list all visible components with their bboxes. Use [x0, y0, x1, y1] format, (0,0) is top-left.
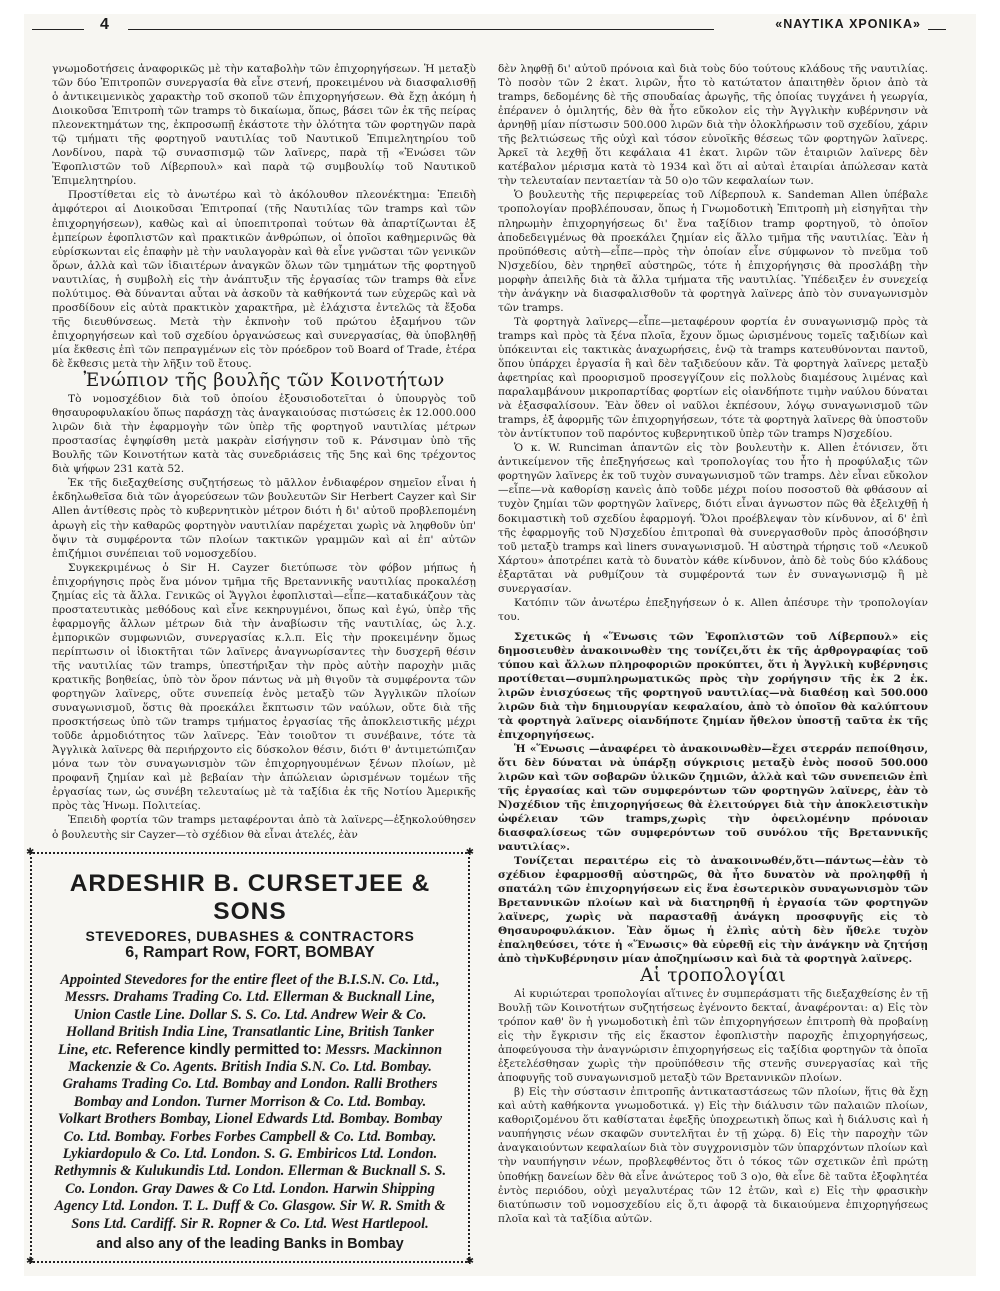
header-rule-middle: [128, 29, 714, 30]
article-paragraph: Τὸ νομοσχέδιον διὰ τοῦ ὁποίου ἐξουσιοδοτεῖται ὁ ὑπουργὸς τοῦ θησαυροφυλακίου ὅπως παράσχῃ τὰς ἀναγκαιούσας πιστώσεις ἐκ 12.000.000 λιρῶν διὰ τὴν ἐφαρμογὴν τῶν ὑπὲρ τῆς φορτηγοῦ ναυτιλίας μέτρων προστασίας ἐψηφίσθη μετὰ μακρὰν εἰσήγησιν τοῦ κ. Ράνσιμαν ὑπὸ τῆς Βουλῆς τῶν Κοινοτήτων κατὰ τὰς συνεδριάσεις τῆς 5ης καὶ 6ης τρέχοντος διὰ ψήφων 231 κατὰ 52.: [52, 393, 476, 476]
article-paragraph: Ἐκ τῆς διεξαχθείσης συζητήσεως τὸ μᾶλλον ἐνδιαφέρον σημεῖον εἶναι ἡ ἐκδηλωθεῖσα διὰ τῶν ἀγορεύσεων τῶν βουλευτῶν Sir Herbert Cayzer καὶ Sir Allen ἀντίθεσις πρὸς τὸ κυβερνητικὸν μέτρον διότι ἡ δι' αὐτοῦ προβλεπομένη ἀρωγὴ εἰς τὴν καθαρῶς φορτηγὸν ναυτιλίαν παρέχεται χωρὶς νὰ ληφθοῦν ὑπ' ὄψιν τὰ συμφέροντα τῶν πλοίων τακτικῶν γραμμῶν καὶ αἱ ἐπ' αὐτῶν ἐπιζήμιοι συνέπειαι τοῦ νομοσχεδίου.: [52, 477, 476, 560]
article-paragraph: Ὁ κ. W. Runciman ἀπαντῶν εἰς τὸν βουλευτὴν κ. Allen ἐτόνισεν, ὅτι ἀντικείμενον τῆς ἐπεξηγήσεως καὶ τροπολογίας του ἦτο ἡ προφύλαξις τῶν φορτηγῶν λαϊνερς ἐκ τοῦ τυχὸν συναγωνισμοῦ τῶν tramps. Δὲν εἶναι εὔκολον—εἶπε—νὰ καθορίσῃ κανεὶς ἀπὸ τοῦδε μέχρι ποίου ποσοστοῦ θὰ φθάσουν αἱ τυχὸν ζημίαι τῶν φορτηγῶν λαϊνερς, διότι εἶναι ἀγνωστον πῶς θὰ ἐξελιχθῇ ἡ δοκιμαστικὴ τοῦ σχεδίου ἐφαρμογή. Ὅλοι προέβλεψαν τὸν κίνδυνον, αἱ δ' ἐπὶ τῆς ἐφαρμογῆς τοῦ Ν)σχεδίου ἐπιτροπαὶ θὰ συνεργασθοῦν πρὸς ἀποσόβησιν τοῦ μεταξὺ tramps καὶ liners συναγωνισμοῦ. Ἡ αὐστηρὰ τήρησις τοῦ «Λευκοῦ Χάρτου» ἀποτρέπει κατὰ τὸ δυνατὸν κάθε κίνδυνον, ἀπὸ δὲ τοὺς δύο κλάδους ἐξαρτᾶται νὰ ρυθμίζουν τὰ συμφέροντά των ἐν συναγωνισμῷ ἢ μὲ συνεργασίαν.: [498, 442, 928, 595]
article-paragraph: Αἱ κυριώτεραι τροπολογίαι αἵτινες ἐν συμπεράσματι τῆς διεξαχθείσης ἐν τῇ Βουλῇ τῶν Κοινοτήτων συζητήσεως ἐγένοντο δεκταί, ἀναφέρονται: α) Εἰς τὸν τρόπον καθ' ὃν ἡ γνωμοδοτικὴ ἐπὶ τῶν ἐπιχορηγήσεων ἐπιτροπὴ θὰ προβαίνῃ εἰς τὴν ἔγκρισιν τῆς εἰς ἕκαστον ἐφοπλιστὴν παροχῆς ἐπιχορηγήσεως, ἀποφεύγουσα τὴν ἀναγνώρισιν ἐπιχορηγήσεως εἰς ταξίδια φορτηγῶν τὰ ὁποῖα ἐξετελέσθησαν χωρὶς τὴν προϋπόθεσιν τῆς στενῆς συνεργασίας καὶ τῆς ἀποφυγῆς τοῦ συναγωνισμοῦ μεταξὺ τῶν Βρεταννικῶν πλοίων.: [498, 987, 928, 1085]
header-rule-left: [32, 29, 84, 30]
header-rule-right: [928, 29, 946, 30]
ad-address: 6, Rampart Row, FORT, BOMBAY: [125, 944, 375, 961]
ad-reference-label: Reference kindly permitted to:: [115, 1041, 322, 1058]
star-ornament-icon: ✱: [26, 847, 35, 858]
star-ornament-icon: ✱: [465, 847, 474, 858]
ad-references-text: Messrs. Mackinnon Mackenzie & Co. Agents. British India S.N. Co. Ltd. Bombay. Grahams Trading Co. Ltd. Bombay and London. Ralli Brothers Bombay and London. Turner Morrison & Co. Ltd. Bombay. Volkart Brothers Bombay, Lionel Edwards Ltd. Bombay. Bombay Co. Ltd. Bombay. Forbes Forbes Campbell & Co. Ltd. Bombay. Lykiardopulo & Co. Ltd. London. S. G. Embiricos Ltd. London. Rethymnis & Kulukundis Ltd. London. Ellerman & Bucknall S. S. Co. London. Gray Dawes & Co Ltd. London. Harwin Shipping Agency Ltd. London. T. L. Duff & Co. Glasgow. Sir W. R. Smith & Sons Ltd. Cardiff. Sir R. Ropner & Co. Ltd. West Hartlepool.: [53, 1041, 447, 1232]
section-heading-amendments: Αἱ τροπολογίαι: [640, 964, 786, 986]
bold-paragraph: Τονίζεται περαιτέρω εἰς τὸ ἀνακοινωθέν,ὅτι—πάντως—ἐὰν τὸ σχέδιον ἐφαρμοσθῇ αὐστηρῶς, θὰ ἦτο δυνατὸν νὰ προληφθῇ ἡ σπατάλη τῶν ἐπιχορηγήσεων εἰς ἕνα ἐσωτερικὸν συναγωνισμὸν τῶν Βρεταννικῶν πλοίων καὶ νὰ διατηρηθῇ ἡ ἐργασία τῶν φορτηγῶν λαϊνερς, χωρὶς νὰ παρασταθῇ ἀνάγκη προσφυγῆς εἰς τὸ Θησαυροφυλάκιον. Ἐὰν ὅμως ἡ ἐλπὶς αὐτὴ δὲν ἤθελε τυχὸν ἐπαληθεύσει, τότε ἡ «Ἕνωσις» θὰ εὑρεθῇ εἰς τὴν ἀνάγκην νὰ ζητήσῃ ἀπὸ τὴνΚυβέρνησιν μίαν ἀποζημίωσιν καὶ διὰ τὰ φορτηγὰ λαϊνερς.: [498, 854, 928, 965]
right-column: [498, 62, 928, 1226]
advertisement-box: [26, 847, 474, 1267]
article-paragraph: δὲν ληφθῇ δι' αὐτοῦ πρόνοια καὶ διὰ τοὺς δύο τούτους κλάδους τῆς ναυτιλίας. Τὸ ποσὸν τῶν 2 ἑκατ. λιρῶν, ἦτο τὸ κατώτατον ἀπαιτηθὲν ὅριον ἀπὸ τὰ tramps, δεδομένης δὲ τῆς σπουδαίας ἀρωγῆς, τῆς ὁποίας τυγχάνει ἡ γεωργία, ἐπέρανεν ὁ ὁμιλητής, δὲν θὰ ἦτο εὔκολον εἰς τὴν Ἀγγλικὴν κυβέρνησιν νὰ ἀρνηθῇ μίαν πίστωσιν 500.000 λιρῶν διὰ τὴν ὁλοκλήρωσιν τοῦ σχεδίου, χάριν τῆς βελτιώσεως τῆς οὐχὶ καὶ τόσον εὐνοϊκῆς θέσεως τῶν φορτηγῶν λαϊνερς. Ἀρκεῖ τὰ λεχθῇ ὅτι κεφάλαια 41 ἑκατ. λιρῶν τῶν ἑταιριῶν λαϊνερς δὲν κατέβαλον μέρισμα κατὰ τὸ 1934 καὶ ὅτι αἱ αὐταὶ ἑταιρίαι ἀπώλεσαν κατὰ τὴν τελευταίαν πενταετίαν τὰ 50 ο)ο τῶν κεφαλαίων των.: [498, 63, 928, 188]
ad-services: STEVEDORES, DUBASHES & CONTRACTORS: [85, 928, 415, 944]
newspaper-name: «ΝΑΥΤΙΚΑ ΧΡΟΝΙΚΑ»: [775, 17, 921, 31]
article-paragraph: Προστίθεται εἰς τὸ ἀνωτέρω καὶ τὸ ἀκόλουθον πλεονέκτημα: Ἐπειδὴ ἀμφότεροι αἱ Διοικοῦσαι Ἐπιτροπαί (τῆς Ναυτιλίας τῶν tramps καὶ τῶν ἐπιχορηγήσεων), καθὼς καὶ αἱ ὑποεπιτροπαὶ τούτων θὰ ἀπαρτίζωνται ἐξ ἐμπείρων ἐφοπλιστῶν καὶ πρακτικῶν ἀνθρώπων, οἱ ὁποῖοι καθημερινῶς θὰ εὑρίσκωνται εἰς ἐπαφὴν μὲ τὴν ναυλαγορὰν καὶ θὰ εἶνε γνῶσται τῶν γενικῶν ὅρων, ἀλλὰ καὶ τῶν ἰδιαιτέρων ἀναγκῶν ὅλων τῶν τμημάτων τῆς φορτηγοῦ ναυτιλίας, ἡ συμβολὴ εἰς τὴν ἀνάπτυξιν τῆς ἐργασίας τῶν tramps θὰ εἶνε πολύτιμος. Θὰ δύνανται αὗται νὰ ἀσκοῦν τὰ καθήκοντά των εὐχερῶς καὶ νὰ προσδίδουν εἰς αὐτὰ πρακτικὸν χαρακτῆρα, μὲ ἐλάχιστα ἐντελῶς τὰ ἔξοδα τῆς διευθύνσεως. Μετὰ τὴν ἐκπνοὴν τοῦ πρώτου ἑξαμήνου τῶν ἐπιχορηγήσεων καὶ τοῦ σχεδίου ὀργανώσεως καὶ συνεργασίας, θὰ ὑποβληθῇ μία ἔκθεσις ἐπὶ τῶν πεπραγμένων εἰς τὸν πρόεδρον τοῦ Board of Trade, ἑτέρα δὲ ἔκθεσις μετὰ τὴν λῆξιν τοῦ ἔτους.: [52, 189, 476, 370]
star-ornament-icon: ✱: [465, 1256, 474, 1267]
ad-body: [52, 972, 448, 1233]
star-ornament-icon: ✱: [26, 1256, 35, 1267]
ad-footer: and also any of the leading Banks in Bombay: [96, 1236, 404, 1253]
article-paragraph: Ἐπειδὴ φορτία τῶν tramps μεταφέρονται ἀπὸ τὰ λαϊνερς—ἐξηκολούθησεν ὁ βουλευτὴς sir Cayzer—τὸ σχέδιον θὰ εἶναι ἀτελές, ἐὰν: [52, 814, 476, 841]
bold-paragraph: Ἡ «Ἕνωσις —ἀναφέρει τὸ ἀνακοινωθὲν—ἔχει στερράν πεποίθησιν, ὅτι δὲν δύναται νὰ ὑπάρξῃ σύγκρισις μεταξὺ ἑνὸς ποσοῦ 500.000 λιρῶν καὶ τῶν σοβαρῶν ὑλικῶν ζημιῶν, ἀλλὰ καὶ τῶν συνεπειῶν ἐπὶ τῆς ἐργασίας καὶ τῶν συμφερόντων τῶν φορτηγῶν λαϊνερς, ἐὰν τὸ Ν)σχέδιον τῆς ἐπιχορηγήσεως θὰ ἐλειτούργει διὰ τὴν ἀποκλειστικὴν ὠφέλειαν τῶν tramps,χωρὶς τὴν ὀφειλομένην πρόνοιαν διασφαλίσεως τῶν συμφερόντων τοῦ συνόλου τῆς Βρεταννικῆς ναυτιλίας».: [498, 742, 928, 853]
article-paragraph: Τὰ φορτηγὰ λαϊνερς—εἶπε—μεταφέρουν φορτία ἐν συναγωνισμῷ πρὸς τὰ tramps καὶ πρὸς τὰ ξένα πλοῖα, ἔχουν ὅμως ὡρισμένους τομεῖς ταξιδίων καὶ ὑπόκεινται εἰς τακτικὰς ἀναχωρήσεις, ἐνῷ τὰ tramps κατευθύνονται παντοῦ, ὅπου ὑπάρχει ἐργασία ἢ καὶ δὲν ταξιδεύουν κἄν. Τὰ φορτηγὰ λαϊνερς μεταξὺ ἀφετηρίας καὶ προορισμοῦ προσεγγίζουν εἰς πολλοὺς διαμέσους λιμένας καὶ παραλαμβάνουν μικροπαρτίδας φορτίων εἰς οἱανδήποτε τιμὴν ναύλου δύναται νὰ ἐξασφαλίσουν. Ἐὰν ὅθεν οἱ ναῦλοι ἐκπέσουν, λόγῳ συναγωνισμοῦ τῶν tramps, ἐξ ἀφορμῆς τῶν ἐπιχορηγήσεων, τότε τὰ φορτηγὰ λαϊνερς θὰ ὑποστοῦν τὸν ἀντίκτυπον τοῦ παρόντος κυβερνητικοῦ ὑπὲρ τῶν tramps Ν)σχεδίου.: [498, 315, 928, 441]
left-column: [52, 62, 476, 842]
article-paragraph: Κατόπιν τῶν ἀνωτέρω ἐπεξηγήσεων ὁ κ. Allen ἀπέσυρε τὴν τροπολογίαν του.: [498, 596, 928, 623]
section-heading-commons: Ἐνώπιον τῆς βουλῆς τῶν Κοινοτήτων: [83, 370, 445, 392]
article-paragraph: β) Εἰς τὴν σύστασιν ἐπιτροπῆς ἀντικαταστάσεως τῶν πλοίων, ἥτις θὰ ἔχῃ καὶ αὐτὴ καθήκοντα γνωμοδοτικά. γ) Εἰς τὴν διάλυσιν τῶν παλαιῶν πλοίων, καθοριζομένου ὅτι καθίσταται ἐφεξῆς ὑποχρεωτικὴ ὅπως καὶ ἡ διάλυσις καὶ ἡ ναυπήγησις νέων σκαφῶν συντελῆται ἐν τῇ χώρᾳ. δ) Εἰς τὴν παροχὴν τῶν ἀναγκαιούντων κεφαλαίων διὰ τὸν συγχρονισμὸν τῶν ὑπαρχόντων πλοίων καὶ τὴν ναυπήγησιν νέων, προβλεφθέντος ὅτι ὁ τόκος τῶν σχετικῶν ἐπὶ πρώτῃ ὑποθήκῃ δανείων δὲν θὰ εἶνε ἀνώτερος τοῦ 3 ο)ο, θὰ εἶνε δὲ ταῦτα ἐξοφλητέα ἐντὸς περιόδου, οὐχὶ μεγαλυτέρας τῶν 12 ἐτῶν, καὶ ε) Εἰς τὴν φρασικὴν διατύπωσιν τοῦ νομοσχεδίου εἰς ὅ,τι ἀφορᾷ τὰ δικαιούμενα ἐπιχορηγήσεως πλοῖα καὶ τὰ ταξίδια αὐτῶν.: [498, 1086, 928, 1225]
page-number: 4: [100, 16, 109, 33]
article-paragraph: Ὁ βουλευτὴς τῆς περιφερείας τοῦ Λίβερπουλ κ. Sandeman Allen ὑπέβαλε τροπολογίαν προβλέπουσαν, ὅπως ἡ Γνωμοδοτικὴ Ἐπιτροπὴ μὴ εἰσηγῆται τὴν πληρωμὴν ἐπιχορηγήσεως δι' ἕνα ταξίδιον tramp φορτηγοῦ, τὸ ὁποῖον ἀποδεδειγμένως θὰ προεκάλει ζημίαν εἰς ἄλλο τμῆμα τῆς ναυτιλίας. Ἐὰν ἡ προϋπόθεσις αὐτὴ—εἶπε—πρὸς τὴν ὁποίαν εἶνε σύμφωνον τὸ πνεῦμα τοῦ Ν)σχεδίου, δὲν τηρηθεῖ αὐστηρῶς, τότε ἡ ἐπιχορήγησις θὰ προσλάβῃ τὴν μορφὴν ἀπειλῆς διὰ τὰ ἄλλα τμήματα τῆς ναυτιλίας. Ὑπέδειξεν ἐν συνεχείᾳ τὴν ἀνάγκην νὰ διασφαλισθοῦν τὰ φορτηγὰ λαϊνερς ἀπὸ τὸν συναγωνισμὸν τῶν tramps.: [498, 189, 928, 314]
page-header: [24, 14, 949, 38]
ad-appointed-text: Appointed Stevedores for the entire fleet of the B.I.S.N. Co. Ltd., Messrs. Drahams Trading Co. Ltd. Ellerman & Bucknall Line, Union Castle Line. Dollar S. S. Co. Ltd. Andrew Weir & Co. Holland British India Line, Transatlantic Line, British Tanker Line, etc.: [57, 972, 440, 1058]
article-paragraph: γνωμοδοτήσεις ἀναφορικῶς μὲ τὴν καταβολὴν τῶν ἐπιχορηγήσεων. Ἡ μεταξὺ τῶν δύο Ἐπιτροπῶν συνεργασία θὰ εἶνε στενή, προκειμένου νὰ διασφαλισθῇ ὁ ἀντικειμενικὸς χαρακτὴρ τοῦ σκοποῦ τῶν ἐπιχορηγήσεων. Θὰ ἔχῃ ἀκόμη ἡ Διοικοῦσα Ἐπιτροπὴ τῶν tramps τὸ δικαίωμα, ὅπως, βάσει τῶν ἐκ τῆς πείρας πλεονεκτημάτων της, ἐκπροσωπῇ ἑκάστοτε τὴν ὁλότητα τῶν φορτηγῶν παρὰ τῷ τμήματι τῆς φορτηγοῦ ναυτιλίας τοῦ Ναυτικοῦ Ἐπιμελητηρίου τοῦ Λονδίνου, παρὰ τῷ συνασπισμῷ τῶν λαϊνερς, παρὰ τῇ «Ἑνώσει τῶν Ἐφοπλιστῶν τοῦ Λίβερπουλ» καὶ παρὰ τῷ συμβουλίῳ τοῦ Ναυτικοῦ Ἐπιμελητηρίου.: [52, 63, 476, 188]
ad-company-name: ARDESHIR B. CURSETJEE & SONS: [69, 870, 431, 925]
bold-paragraph: Σχετικῶς ἡ «Ἕνωσις τῶν Ἐφοπλιστῶν τοῦ Λίβερπουλ» εἰς δημοσιευθὲν ἀνακοινωθὲν της τονίζει,ὅτι ἐκ τῆς ἀρθρογραφίας τοῦ τύπου καὶ ἄλλων πληροφοριῶν προκύπτει, ὅτι ἡ Ἀγγλικὴ κυβέρνησις προτίθεται—συμπληρωματικῶς πρὸς τὴν χορήγησιν τῆς ἐκ 2 ἑκ. λιρῶν ἐνισχύσεως τῆς φορτηγοῦ ναυτιλίας—νὰ διαθέσῃ καὶ 500.000 λιρῶν διὰ τὴν δημιουργίαν κεφαλαίου, ἀπὸ τὸ ὁποῖον θὰ καλύπτουν τὰ φορτηγὰ λαϊνερς οἱανδήποτε ζημίαν ἤθελον ὑποστῇ ταῦτα ἐκ τῆς ἐπιχορηγήσεως.: [498, 630, 928, 741]
article-paragraph: Συγκεκριμένως ὁ Sir H. Cayzer διετύπωσε τὸν φόβον μήπως ἡ ἐπιχορήγησις πρὸς ἕνα μόνον τμῆμα τῆς Βρεταννικῆς ναυτιλίας προκαλέσῃ ζημίας εἰς τὰ ἄλλα. Γενικῶς οἱ Ἄγγλοι ἐφοπλισταὶ—εἶπε—καταδικάζουν τὰς προστατευτικὰς μεθόδους καὶ εἶνε κεκηρυγμένοι, ὅπως καὶ ἐγώ, ὑπὲρ τῆς ἐφαρμογῆς ἄλλων μέτρων διὰ τὴν ἀναβίωσιν τῆς ναυτιλίας, ὡς λ.χ. ἐμπορικῶν συμφωνιῶν, συνεργασίας κ.λ.π. Εἰς τὴν προκειμένην ὅμως περίπτωσιν οἱ ἰδιοκτῆται τῶν λαϊνερς ἀναγνωρίσαντες τὴν δυσχερῆ θέσιν τῆς ναυτιλίας τῶν tramps, ὑπεστήριξαν τὴν πρὸς αὐτὴν παροχὴν μιᾶς κρατικῆς βοηθείας, ὑπὸ τὸν ὅρον πάντως νὰ μὴ θιγοῦν τὰ συμφέροντα τῶν φορτηγῶν λαϊνερς, οὔτε συνεπείᾳ ἑνὸς μεταξὺ τῶν Ἀγγλικῶν πλοίων συναγωνισμοῦ, ὅστις θὰ προεκάλει ἔκπτωσιν τῶν ναύλων, οὔτε διὰ τῆς προσκτήσεως ὑπὸ τῶν tramps τμήματος ἐργασίας τῆς ἀποκλειστικῆς μέχρι τοῦδε ἁρμοδιότητος τῶν λαϊνερς. Ἐὰν τοιοῦτον τι συνέβαινε, τότε τὰ Ἀγγλικὰ λαϊνερς θὰ περιήρχοντο εἰς δύσκολον θέσιν, διότι θ' ἀντιμετώπιζαν μόνα των τὸν συναγωνισμὸν τῶν ἐπιχορηγουμένων ξένων πλοίων, μὲ προφανῆ ζημίαν καὶ μὲ βεβαίαν τὴν ἀπώλειαν ὡρισμένων τομέων τῆς ἐργασίας των, ὡς συνέβη τελευταίως μὲ τὰ ταξίδια ἐκ τῆς Νοτίου Ἀμερικῆς πρὸς τὰς Ἡνωμ. Πολιτείας.: [52, 561, 476, 813]
